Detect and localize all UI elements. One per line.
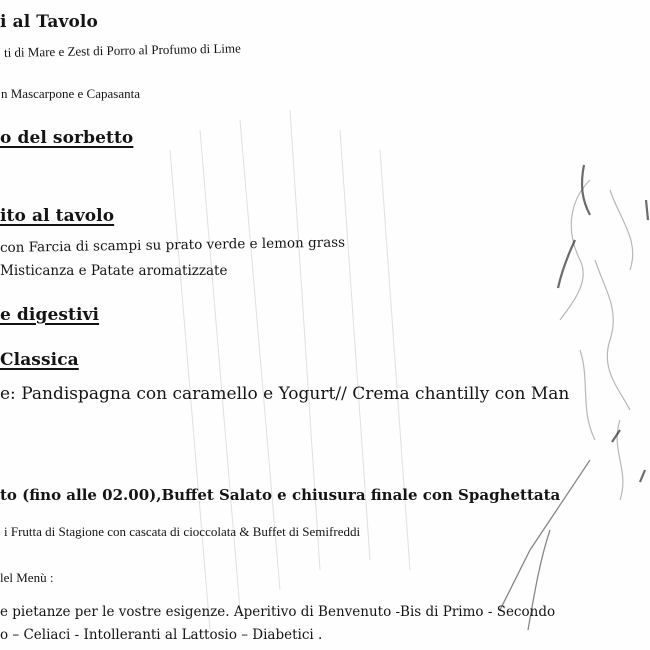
buffet-line: i Frutta di Stagione con cascata di cioccolata & Buffet di Semifreddi: [4, 524, 361, 539]
closing-bold-line: to (fino alle 02.00),Buffet Salato e chiusura finale con Spaghettata: [0, 486, 561, 504]
menu-note-label: lel Menù :: [0, 570, 54, 585]
section-heading: ito al tavolo: [0, 206, 115, 226]
menu-note: o – Celiaci - Intolleranti al Lattosio – Diabetici .: [0, 627, 323, 643]
sketch-watermark-icon: [150, 90, 650, 650]
section-heading: Classica: [0, 350, 79, 370]
section-heading: e digestivi: [0, 305, 100, 325]
menu-item: ti di Mare e Zest di Porro al Profumo di Lime: [3, 40, 241, 60]
menu-note: e pietanze per le vostre esigenze. Aperitivo di Benvenuto -Bis di Primo - Secondo: [0, 604, 556, 620]
menu-item: e: Pandispagna con caramello e Yogurt// Crema chantilly con Man: [0, 384, 570, 404]
section-heading: i al Tavolo: [0, 12, 98, 32]
menu-item: n Mascarpone e Capasanta: [1, 86, 140, 101]
menu-item: con Farcia di scampi su prato verde e lemon grass: [0, 234, 346, 256]
menu-item: Misticanza e Patate aromatizzate: [0, 263, 228, 279]
section-heading: o del sorbetto: [0, 128, 134, 148]
